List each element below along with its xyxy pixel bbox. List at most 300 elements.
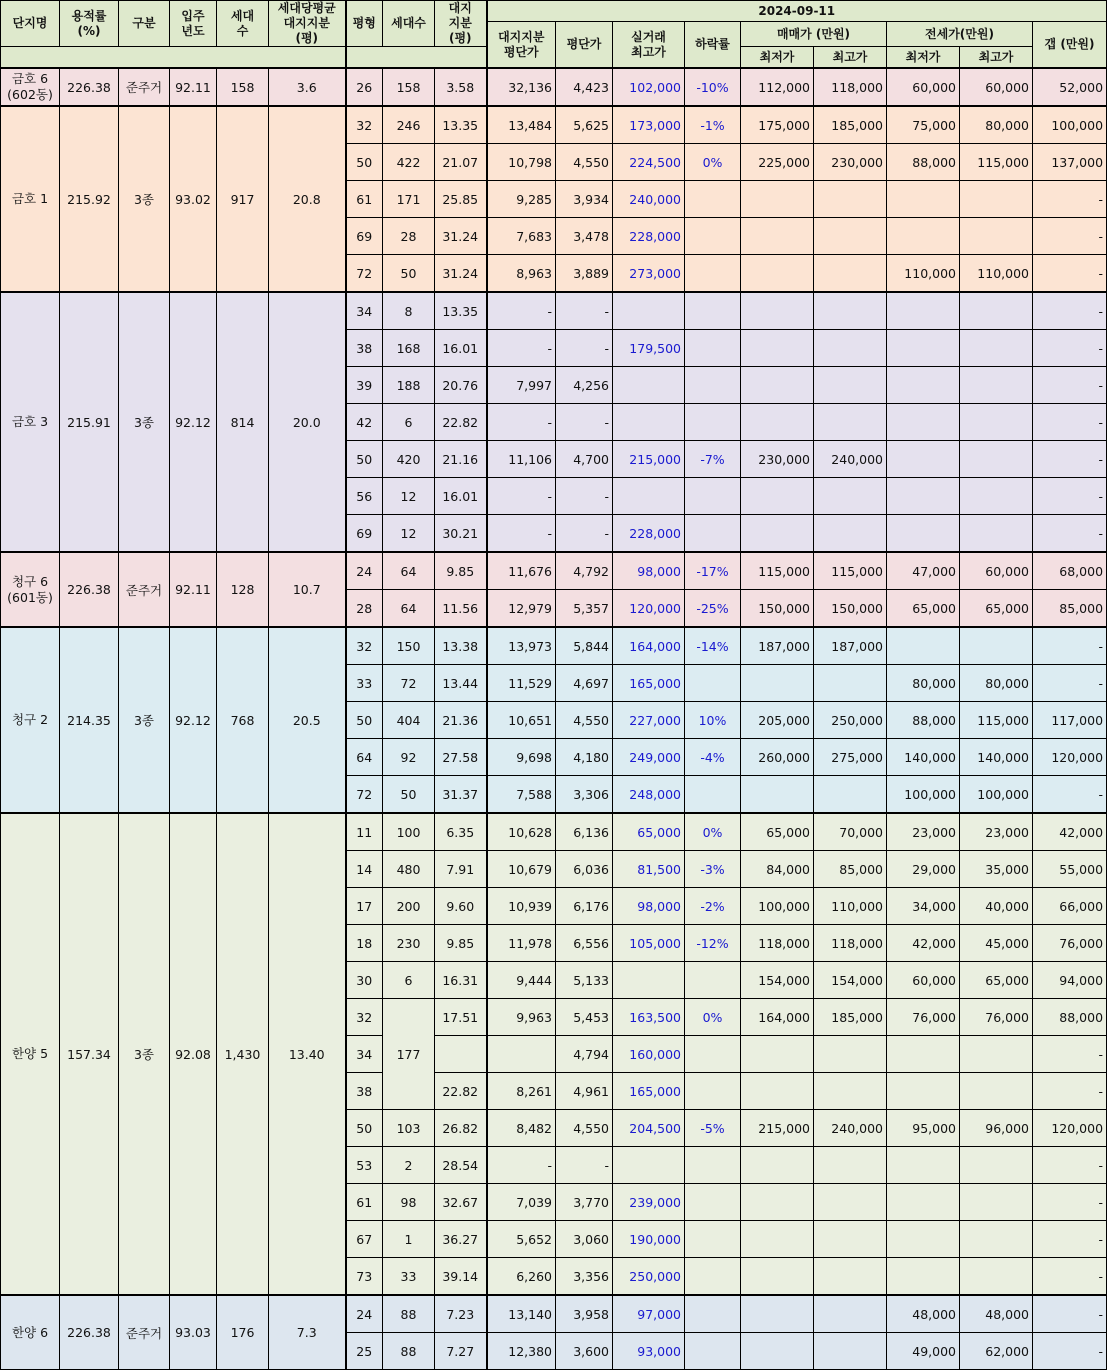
drop-rate-cell: -14%: [685, 627, 741, 665]
sale-min-cell: [741, 1221, 814, 1258]
pyeong-price-cell: 5,625: [556, 106, 613, 144]
jeonse-min-cell: [887, 1036, 960, 1073]
real-max-cell: 224,500: [613, 144, 685, 181]
jeonse-max-cell: [960, 1221, 1033, 1258]
real-max-cell: [613, 1147, 685, 1184]
sale-max-cell: 115,000: [814, 552, 887, 590]
sale-min-cell: [741, 404, 814, 441]
year-cell: 92.11: [170, 68, 217, 106]
land-price-cell: 9,963: [487, 999, 556, 1036]
real-max-cell: [613, 478, 685, 515]
size-cell: 26: [346, 68, 383, 106]
table-row: [1, 552, 1107, 590]
land-price-cell: 32,136: [487, 68, 556, 106]
size-cell: 50: [346, 702, 383, 739]
zone-cell: 3종: [119, 813, 170, 1295]
size-cell: 64: [346, 739, 383, 776]
land-price-cell: -: [487, 404, 556, 441]
jeonse-min-cell: 95,000: [887, 1110, 960, 1147]
real-max-cell: 98,000: [613, 552, 685, 590]
land-share-cell: 13.44: [435, 665, 487, 702]
sale-max-cell: 110,000: [814, 888, 887, 925]
sale-min-cell: [741, 1184, 814, 1221]
sale-min-cell: [741, 776, 814, 814]
jeonse-min-cell: 29,000: [887, 851, 960, 888]
sale-max-cell: 70,000: [814, 813, 887, 851]
gap-cell: -: [1033, 776, 1107, 814]
sale-max-cell: [814, 404, 887, 441]
real-max-cell: 98,000: [613, 888, 685, 925]
sale-min-cell: 175,000: [741, 106, 814, 144]
pyeong-price-cell: 4,550: [556, 702, 613, 739]
sale-min-cell: [741, 478, 814, 515]
pyeong-price-cell: 3,770: [556, 1184, 613, 1221]
gap-cell: 120,000: [1033, 1110, 1107, 1147]
jeonse-max-cell: [960, 330, 1033, 367]
land-share-cell: 28.54: [435, 1147, 487, 1184]
real-max-cell: 93,000: [613, 1333, 685, 1370]
units-cell: 480: [383, 851, 435, 888]
jeonse-max-cell: [960, 367, 1033, 404]
drop-rate-cell: [685, 218, 741, 255]
pyeong-price-cell: 4,256: [556, 367, 613, 404]
jeonse-min-cell: [887, 218, 960, 255]
sale-min-cell: 215,000: [741, 1110, 814, 1147]
header-avg-land: 세대당평균 대지지분 (평): [269, 1, 346, 47]
drop-rate-cell: [685, 181, 741, 218]
sale-min-cell: [741, 292, 814, 330]
pyeong-price-cell: 4,550: [556, 144, 613, 181]
pyeong-price-cell: 6,036: [556, 851, 613, 888]
sale-max-cell: 118,000: [814, 925, 887, 962]
households-cell: 814: [217, 292, 269, 552]
gap-cell: -: [1033, 515, 1107, 553]
table-row: [1, 68, 1107, 106]
jeonse-max-cell: [960, 441, 1033, 478]
drop-rate-cell: 0%: [685, 999, 741, 1036]
jeonse-max-cell: [960, 1258, 1033, 1296]
jeonse-max-cell: 96,000: [960, 1110, 1033, 1147]
real-max-cell: 164,000: [613, 627, 685, 665]
gap-cell: 55,000: [1033, 851, 1107, 888]
units-cell: 404: [383, 702, 435, 739]
sale-max-cell: 250,000: [814, 702, 887, 739]
header-households: 세대 수: [217, 1, 269, 47]
real-max-cell: 65,000: [613, 813, 685, 851]
drop-rate-cell: [685, 292, 741, 330]
jeonse-min-cell: 140,000: [887, 739, 960, 776]
jeonse-min-cell: 42,000: [887, 925, 960, 962]
units-cell: 50: [383, 776, 435, 814]
land-share-cell: 31.37: [435, 776, 487, 814]
avg-land-cell: 7.3: [269, 1295, 346, 1370]
units-cell: 177: [383, 999, 435, 1110]
land-price-cell: -: [487, 515, 556, 553]
size-cell: 69: [346, 218, 383, 255]
size-cell: 34: [346, 1036, 383, 1073]
complex-name-cell: 금호 1: [1, 106, 60, 292]
complex-name-cell: 청구 2: [1, 627, 60, 813]
jeonse-min-cell: 100,000: [887, 776, 960, 814]
drop-rate-cell: [685, 1333, 741, 1370]
units-cell: 103: [383, 1110, 435, 1147]
gap-cell: -: [1033, 665, 1107, 702]
year-cell: 93.02: [170, 106, 217, 292]
drop-rate-cell: [685, 962, 741, 999]
gap-cell: -: [1033, 627, 1107, 665]
pyeong-price-cell: 4,961: [556, 1073, 613, 1110]
header-zone: 구분: [119, 1, 170, 47]
units-cell: 1: [383, 1221, 435, 1258]
sale-max-cell: [814, 218, 887, 255]
sale-min-cell: 205,000: [741, 702, 814, 739]
land-share-cell: 39.14: [435, 1258, 487, 1296]
drop-rate-cell: -3%: [685, 851, 741, 888]
land-price-cell: 10,939: [487, 888, 556, 925]
complex-name-cell: 금호 6 (602동): [1, 68, 60, 106]
jeonse-min-cell: [887, 1258, 960, 1296]
land-share-cell: 7.91: [435, 851, 487, 888]
real-max-cell: 204,500: [613, 1110, 685, 1147]
far-cell: 215.91: [60, 292, 119, 552]
units-cell: 420: [383, 441, 435, 478]
jeonse-min-cell: 65,000: [887, 590, 960, 628]
pyeong-price-cell: 4,792: [556, 552, 613, 590]
sale-min-cell: 225,000: [741, 144, 814, 181]
land-share-cell: 6.35: [435, 813, 487, 851]
land-share-cell: 32.67: [435, 1184, 487, 1221]
pyeong-price-cell: 3,306: [556, 776, 613, 814]
jeonse-max-cell: [960, 181, 1033, 218]
units-cell: 188: [383, 367, 435, 404]
jeonse-min-cell: [887, 1073, 960, 1110]
land-share-cell: 16.31: [435, 962, 487, 999]
drop-rate-cell: [685, 367, 741, 404]
jeonse-min-cell: 48,000: [887, 1295, 960, 1333]
table-row: [1, 813, 1107, 851]
drop-rate-cell: [685, 1295, 741, 1333]
size-cell: 50: [346, 1110, 383, 1147]
units-cell: 64: [383, 552, 435, 590]
year-cell: 92.08: [170, 813, 217, 1295]
avg-land-cell: 20.0: [269, 292, 346, 552]
jeonse-max-cell: 45,000: [960, 925, 1033, 962]
land-price-cell: 11,676: [487, 552, 556, 590]
zone-cell: 3종: [119, 106, 170, 292]
drop-rate-cell: -5%: [685, 1110, 741, 1147]
real-max-cell: 97,000: [613, 1295, 685, 1333]
sale-min-cell: [741, 255, 814, 293]
jeonse-max-cell: 60,000: [960, 552, 1033, 590]
real-max-cell: 227,000: [613, 702, 685, 739]
land-price-cell: 10,651: [487, 702, 556, 739]
jeonse-min-cell: 34,000: [887, 888, 960, 925]
land-price-cell: 8,261: [487, 1073, 556, 1110]
real-max-cell: 102,000: [613, 68, 685, 106]
pyeong-price-cell: -: [556, 330, 613, 367]
header-name: 단지명: [1, 1, 60, 47]
drop-rate-cell: 10%: [685, 702, 741, 739]
jeonse-max-cell: [960, 404, 1033, 441]
land-share-cell: 27.58: [435, 739, 487, 776]
real-max-cell: 190,000: [613, 1221, 685, 1258]
sale-max-cell: [814, 330, 887, 367]
sale-min-cell: 187,000: [741, 627, 814, 665]
size-cell: 30: [346, 962, 383, 999]
gap-cell: 94,000: [1033, 962, 1107, 999]
pyeong-price-cell: 3,600: [556, 1333, 613, 1370]
jeonse-max-cell: 80,000: [960, 665, 1033, 702]
complex-name-cell: 한양 6: [1, 1295, 60, 1370]
pyeong-price-cell: 4,700: [556, 441, 613, 478]
gap-cell: -: [1033, 1295, 1107, 1333]
sale-max-cell: [814, 665, 887, 702]
header-year: 입주 년도: [170, 1, 217, 47]
land-price-cell: 9,285: [487, 181, 556, 218]
land-share-cell: 11.56: [435, 590, 487, 628]
units-cell: 33: [383, 1258, 435, 1296]
land-share-cell: [435, 1036, 487, 1073]
real-max-cell: 105,000: [613, 925, 685, 962]
size-cell: 33: [346, 665, 383, 702]
pyeong-price-cell: 5,453: [556, 999, 613, 1036]
gap-cell: -: [1033, 404, 1107, 441]
size-cell: 32: [346, 999, 383, 1036]
sale-max-cell: 230,000: [814, 144, 887, 181]
avg-land-cell: 20.5: [269, 627, 346, 813]
far-cell: 226.38: [60, 552, 119, 627]
header-date: 2024-09-11: [487, 1, 1107, 22]
drop-rate-cell: -7%: [685, 441, 741, 478]
drop-rate-cell: [685, 515, 741, 553]
drop-rate-cell: 0%: [685, 144, 741, 181]
real-max-cell: 165,000: [613, 1073, 685, 1110]
land-share-cell: 20.76: [435, 367, 487, 404]
pyeong-price-cell: 5,357: [556, 590, 613, 628]
size-cell: 53: [346, 1147, 383, 1184]
header-real-max: 실거래 최고가: [613, 22, 685, 69]
sale-max-cell: 187,000: [814, 627, 887, 665]
land-share-cell: 30.21: [435, 515, 487, 553]
land-share-cell: 31.24: [435, 218, 487, 255]
jeonse-max-cell: [960, 1073, 1033, 1110]
land-price-cell: 9,444: [487, 962, 556, 999]
units-cell: 230: [383, 925, 435, 962]
pyeong-price-cell: -: [556, 292, 613, 330]
pyeong-price-cell: 4,697: [556, 665, 613, 702]
size-cell: 42: [346, 404, 383, 441]
land-price-cell: 13,484: [487, 106, 556, 144]
real-max-cell: [613, 404, 685, 441]
sale-max-cell: [814, 1258, 887, 1296]
jeonse-min-cell: 88,000: [887, 144, 960, 181]
size-cell: 32: [346, 627, 383, 665]
sale-min-cell: 150,000: [741, 590, 814, 628]
units-cell: 100: [383, 813, 435, 851]
size-cell: 17: [346, 888, 383, 925]
jeonse-min-cell: 60,000: [887, 962, 960, 999]
land-share-cell: 7.27: [435, 1333, 487, 1370]
size-cell: 24: [346, 1295, 383, 1333]
avg-land-cell: 3.6: [269, 68, 346, 106]
sale-max-cell: [814, 478, 887, 515]
land-share-cell: 16.01: [435, 330, 487, 367]
drop-rate-cell: [685, 1184, 741, 1221]
jeonse-max-cell: [960, 292, 1033, 330]
real-max-cell: 160,000: [613, 1036, 685, 1073]
land-price-cell: -: [487, 1147, 556, 1184]
gap-cell: -: [1033, 330, 1107, 367]
land-price-cell: 12,979: [487, 590, 556, 628]
sale-max-cell: [814, 181, 887, 218]
drop-rate-cell: -4%: [685, 739, 741, 776]
units-cell: 422: [383, 144, 435, 181]
jeonse-max-cell: 65,000: [960, 962, 1033, 999]
land-share-cell: 22.82: [435, 1073, 487, 1110]
real-max-cell: 120,000: [613, 590, 685, 628]
pyeong-price-cell: 5,133: [556, 962, 613, 999]
size-cell: 50: [346, 441, 383, 478]
drop-rate-cell: -10%: [685, 68, 741, 106]
sale-min-cell: [741, 1036, 814, 1073]
gap-cell: 76,000: [1033, 925, 1107, 962]
jeonse-min-cell: 80,000: [887, 665, 960, 702]
real-max-cell: 273,000: [613, 255, 685, 293]
sale-max-cell: [814, 515, 887, 553]
jeonse-max-cell: [960, 218, 1033, 255]
year-cell: 92.11: [170, 552, 217, 627]
sale-max-cell: 275,000: [814, 739, 887, 776]
land-price-cell: 8,482: [487, 1110, 556, 1147]
jeonse-max-cell: 62,000: [960, 1333, 1033, 1370]
land-price-cell: -: [487, 478, 556, 515]
sale-min-cell: [741, 367, 814, 404]
size-cell: 24: [346, 552, 383, 590]
units-cell: 28: [383, 218, 435, 255]
land-share-cell: 25.85: [435, 181, 487, 218]
sale-min-cell: 84,000: [741, 851, 814, 888]
avg-land-cell: 20.8: [269, 106, 346, 292]
sale-max-cell: [814, 1295, 887, 1333]
pyeong-price-cell: -: [556, 404, 613, 441]
jeonse-max-cell: 60,000: [960, 68, 1033, 106]
size-cell: 39: [346, 367, 383, 404]
gap-cell: -: [1033, 1221, 1107, 1258]
sale-min-cell: 260,000: [741, 739, 814, 776]
sale-min-cell: [741, 1333, 814, 1370]
complex-name-cell: 금호 3: [1, 292, 60, 552]
table-row: [1, 292, 1107, 330]
units-cell: 246: [383, 106, 435, 144]
gap-cell: 42,000: [1033, 813, 1107, 851]
sale-min-cell: 100,000: [741, 888, 814, 925]
gap-cell: -: [1033, 218, 1107, 255]
header-spacer: [346, 47, 487, 69]
units-cell: 98: [383, 1184, 435, 1221]
gap-cell: -: [1033, 1147, 1107, 1184]
sale-min-cell: [741, 515, 814, 553]
land-price-cell: 13,973: [487, 627, 556, 665]
pyeong-price-cell: -: [556, 478, 613, 515]
gap-cell: -: [1033, 441, 1107, 478]
real-max-cell: 240,000: [613, 181, 685, 218]
size-cell: 14: [346, 851, 383, 888]
pyeong-price-cell: 3,356: [556, 1258, 613, 1296]
complex-name-cell: 청구 6 (601동): [1, 552, 60, 627]
sale-max-cell: [814, 367, 887, 404]
header-sale-max: 최고가: [814, 47, 887, 69]
sale-max-cell: [814, 1184, 887, 1221]
pyeong-price-cell: 3,060: [556, 1221, 613, 1258]
units-cell: 6: [383, 962, 435, 999]
units-cell: 200: [383, 888, 435, 925]
jeonse-min-cell: 76,000: [887, 999, 960, 1036]
drop-rate-cell: -12%: [685, 925, 741, 962]
drop-rate-cell: [685, 1073, 741, 1110]
land-share-cell: 21.36: [435, 702, 487, 739]
sale-max-cell: [814, 1333, 887, 1370]
jeonse-min-cell: [887, 404, 960, 441]
header-far: 용적률 (%): [60, 1, 119, 47]
sale-max-cell: [814, 1221, 887, 1258]
land-price-cell: 12,380: [487, 1333, 556, 1370]
sale-max-cell: 85,000: [814, 851, 887, 888]
sale-min-cell: [741, 1073, 814, 1110]
jeonse-max-cell: 40,000: [960, 888, 1033, 925]
land-price-cell: 11,978: [487, 925, 556, 962]
table-row: [1, 627, 1107, 665]
size-cell: 38: [346, 1073, 383, 1110]
header-drop: 하락률: [685, 22, 741, 69]
jeonse-max-cell: 65,000: [960, 590, 1033, 628]
size-cell: 25: [346, 1333, 383, 1370]
jeonse-min-cell: [887, 515, 960, 553]
pyeong-price-cell: 4,180: [556, 739, 613, 776]
pyeong-price-cell: 3,889: [556, 255, 613, 293]
jeonse-max-cell: 115,000: [960, 144, 1033, 181]
real-max-cell: [613, 292, 685, 330]
pyeong-price-cell: 3,478: [556, 218, 613, 255]
jeonse-min-cell: [887, 1184, 960, 1221]
pyeong-price-cell: 6,556: [556, 925, 613, 962]
jeonse-max-cell: 23,000: [960, 813, 1033, 851]
land-share-cell: 9.85: [435, 552, 487, 590]
households-cell: 176: [217, 1295, 269, 1370]
size-cell: 61: [346, 1184, 383, 1221]
drop-rate-cell: [685, 776, 741, 814]
land-share-cell: 21.07: [435, 144, 487, 181]
pyeong-price-cell: 4,423: [556, 68, 613, 106]
sale-min-cell: [741, 1295, 814, 1333]
drop-rate-cell: -17%: [685, 552, 741, 590]
header-jeonse-min: 최저가: [887, 47, 960, 69]
real-max-cell: 250,000: [613, 1258, 685, 1296]
sale-max-cell: [814, 1147, 887, 1184]
sale-max-cell: [814, 776, 887, 814]
real-max-cell: 81,500: [613, 851, 685, 888]
far-cell: 226.38: [60, 1295, 119, 1370]
sale-max-cell: [814, 255, 887, 293]
pyeong-price-cell: -: [556, 515, 613, 553]
gap-cell: -: [1033, 1333, 1107, 1370]
jeonse-max-cell: 76,000: [960, 999, 1033, 1036]
gap-cell: 100,000: [1033, 106, 1107, 144]
zone-cell: 준주거: [119, 1295, 170, 1370]
land-price-cell: 11,106: [487, 441, 556, 478]
jeonse-max-cell: [960, 1147, 1033, 1184]
gap-cell: -: [1033, 181, 1107, 218]
drop-rate-cell: [685, 1036, 741, 1073]
